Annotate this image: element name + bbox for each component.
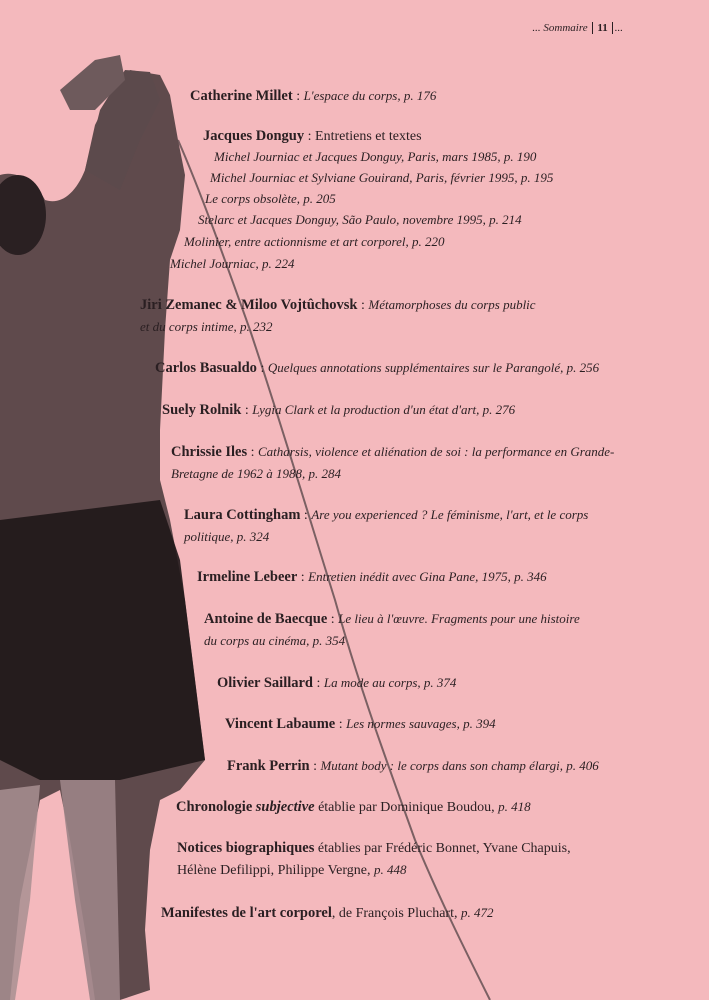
credit: , de François Pluchart, xyxy=(331,906,458,921)
heading: Notices biographiques xyxy=(177,840,315,856)
toc-sub-5: Molinier, entre actionnisme et art corporel, p. 220 xyxy=(184,234,445,249)
toc-entry-rolnik xyxy=(162,399,515,421)
author: Vincent Labaume xyxy=(225,716,336,732)
author: Frank Perrin xyxy=(227,758,310,774)
author: Olivier Saillard xyxy=(217,675,313,691)
separator: : xyxy=(361,298,365,313)
toc-sub-4: Stelarc et Jacques Donguy, São Paulo, novembre 1995, p. 214 xyxy=(198,212,522,227)
separator: : xyxy=(338,717,343,732)
credit-cont: Hélène Defilippi, Philippe Vergne, xyxy=(177,863,371,878)
title: : Entretiens et textes xyxy=(307,129,422,144)
author: Laura Cottingham xyxy=(184,507,301,523)
toc-entry-baecque xyxy=(204,608,580,652)
page-ref: p. 418 xyxy=(498,799,531,814)
toc-entry-saillard xyxy=(217,672,456,694)
separator: : xyxy=(296,89,301,104)
toc-entry-lebeer xyxy=(197,566,547,588)
toc-sub-1: Michel Journiac et Jacques Donguy, Paris, mars 1985, p. 190 xyxy=(214,149,537,164)
toc-entry-notices xyxy=(177,838,571,881)
toc-sub-3: Le corps obsolète, p. 205 xyxy=(205,191,336,206)
title: Catharsis, violence et aliénation de soi : la performance en Grande- xyxy=(258,444,615,459)
credit: établie par Dominique Boudou, xyxy=(318,800,495,815)
title: Lygia Clark et la production d'un état d'art, p. 276 xyxy=(252,402,516,417)
separator: : xyxy=(313,759,317,774)
toc-entry-millet xyxy=(190,85,436,107)
separator: : xyxy=(260,361,265,376)
toc-entry-manifestes xyxy=(161,902,493,924)
toc-sub-6: Michel Journiac, p. 224 xyxy=(170,256,295,271)
title: L'espace du corps, p. 176 xyxy=(303,88,437,103)
header-dots-left: ... xyxy=(532,22,541,34)
toc-entry-zemanec xyxy=(140,294,536,338)
title-cont: du corps au cinéma, p. 354 xyxy=(204,633,346,648)
author: Irmeline Lebeer xyxy=(197,569,298,585)
separator: : xyxy=(250,445,255,460)
title: Entretien inédit avec Gina Pane, 1975, p. 346 xyxy=(308,569,547,584)
heading: Chronologie xyxy=(176,799,253,815)
author: Carlos Basualdo xyxy=(155,360,257,376)
author: Antoine de Baecque xyxy=(204,611,328,627)
toc-entry-perrin xyxy=(227,755,599,777)
toc-entry-iles xyxy=(171,441,614,485)
page-number: 11 xyxy=(592,22,612,34)
author: Suely Rolnik xyxy=(162,402,242,418)
separator: : xyxy=(303,508,308,523)
page-ref: p. 472 xyxy=(460,905,494,920)
toc-entry-labaume xyxy=(225,713,496,735)
separator: : xyxy=(330,612,335,627)
credit: établies par Frédéric Bonnet, Yvane Chapuis, xyxy=(317,841,571,856)
page-ref: p. 448 xyxy=(374,862,407,877)
separator: : xyxy=(300,570,305,585)
header-section: Sommaire xyxy=(543,22,588,34)
separator: : xyxy=(316,676,321,691)
separator: : xyxy=(244,403,249,418)
title: Are you experienced ? Le féminisme, l'art, et le corps xyxy=(311,507,589,522)
heading-italic: subjective xyxy=(255,799,315,815)
author: Chrissie Iles xyxy=(171,444,248,460)
toc-entry-basualdo xyxy=(155,357,599,379)
title-cont: Bretagne de 1962 à 1988, p. 284 xyxy=(171,466,341,481)
header-dots-right: ... xyxy=(614,22,623,34)
toc-entry-chronologie xyxy=(176,796,531,818)
heading: Manifestes de l'art corporel xyxy=(161,905,332,921)
title-cont: et du corps intime, p. 232 xyxy=(140,319,273,334)
author: Jiri Zemanec & Miloo Vojtûchovsk xyxy=(140,297,358,313)
toc-entry-donguy xyxy=(203,126,422,147)
title: La mode au corps, p. 374 xyxy=(323,675,457,690)
toc-sub-2: Michel Journiac et Sylviane Gouirand, Paris, février 1995, p. 195 xyxy=(210,170,554,185)
author: Catherine Millet xyxy=(190,88,293,104)
title: Métamorphoses du corps public xyxy=(368,297,536,312)
author: Jacques Donguy xyxy=(203,128,305,144)
running-header xyxy=(532,22,623,34)
toc-entry-cottingham xyxy=(184,504,588,548)
title: Mutant body : le corps dans son champ élargi, p. 406 xyxy=(320,758,599,773)
title: Les normes sauvages, p. 394 xyxy=(346,716,496,731)
title: Quelques annotations supplémentaires sur le Parangolé, p. 256 xyxy=(267,360,600,375)
title-cont: politique, p. 324 xyxy=(184,529,270,544)
title: Le lieu à l'œuvre. Fragments pour une histoire xyxy=(338,611,580,626)
